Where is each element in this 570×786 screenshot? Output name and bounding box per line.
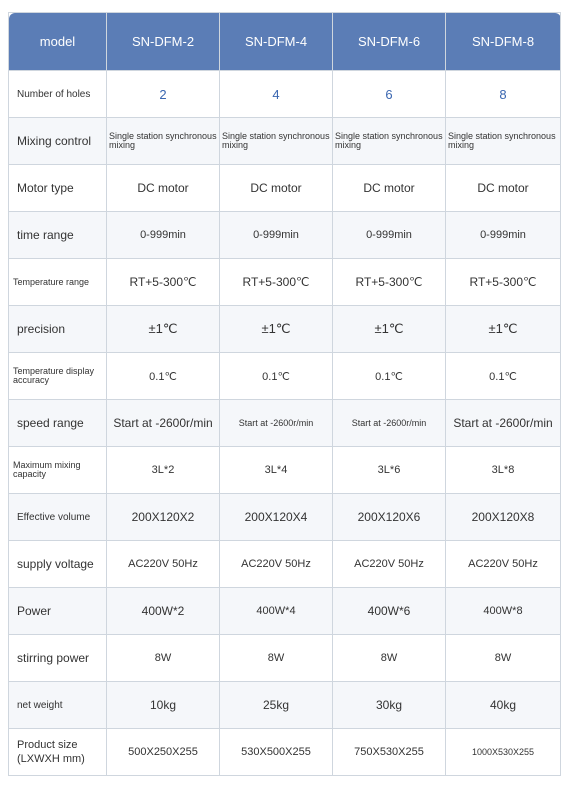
- table-cell: Start at -2600r/min: [220, 400, 333, 447]
- table-cell: 530X500X255: [220, 729, 333, 776]
- table-cell: 0-999min: [446, 212, 561, 259]
- table-cell: 8W: [333, 635, 446, 682]
- table-row: [9, 118, 561, 165]
- table-cell: RT+5-300℃: [333, 259, 446, 306]
- row-label: Maximum mixing capacity: [9, 447, 107, 494]
- row-label: speed range: [9, 400, 107, 447]
- row-label: Number of holes: [9, 71, 107, 118]
- table-cell: RT+5-300℃: [446, 259, 561, 306]
- table-cell: Start at -2600r/min: [107, 400, 220, 447]
- table-cell: 400W*2: [107, 588, 220, 635]
- table-cell: 3L*4: [220, 447, 333, 494]
- table-cell: 3L*2: [107, 447, 220, 494]
- table-cell: AC220V 50Hz: [220, 541, 333, 588]
- table-cell: 200X120X6: [333, 494, 446, 541]
- table-row: [9, 729, 561, 776]
- table-cell: 0.1℃: [333, 353, 446, 400]
- row-label: Power: [9, 588, 107, 635]
- table-cell: 40kg: [446, 682, 561, 729]
- model-header: SN-DFM-6: [333, 13, 446, 71]
- table-cell: 0.1℃: [107, 353, 220, 400]
- table-cell: 3L*8: [446, 447, 561, 494]
- spec-table: [8, 12, 561, 776]
- table-cell: 500X250X255: [107, 729, 220, 776]
- table-row: [9, 447, 561, 494]
- table-cell: 0-999min: [333, 212, 446, 259]
- row-label: Mixing control: [9, 118, 107, 165]
- table-cell: 0-999min: [220, 212, 333, 259]
- table-cell: 1000X530X255: [446, 729, 561, 776]
- table-cell: 8W: [446, 635, 561, 682]
- table-cell: 750X530X255: [333, 729, 446, 776]
- table-cell: Start at -2600r/min: [333, 400, 446, 447]
- row-label: stirring power: [9, 635, 107, 682]
- table-row: [9, 635, 561, 682]
- row-label: Product size (LXWXH mm): [9, 729, 107, 776]
- table-cell: Single station synchronous mixing: [333, 118, 446, 165]
- row-label: Temperature display accuracy: [9, 353, 107, 400]
- table-cell: 200X120X8: [446, 494, 561, 541]
- table-cell: Single station synchronous mixing: [220, 118, 333, 165]
- table-cell: 200X120X2: [107, 494, 220, 541]
- table-cell: Single station synchronous mixing: [446, 118, 561, 165]
- table-row: [9, 541, 561, 588]
- table-cell: Single station synchronous mixing: [107, 118, 220, 165]
- table-row: [9, 588, 561, 635]
- table-cell: ±1℃: [107, 306, 220, 353]
- table-cell: DC motor: [220, 165, 333, 212]
- table-cell: 10kg: [107, 682, 220, 729]
- table-row: [9, 400, 561, 447]
- table-header: [9, 13, 561, 71]
- table-cell: 8W: [107, 635, 220, 682]
- table-cell: 6: [333, 71, 446, 118]
- model-header: SN-DFM-4: [220, 13, 333, 71]
- row-label: Motor type: [9, 165, 107, 212]
- table-cell: AC220V 50Hz: [446, 541, 561, 588]
- table-cell: 0.1℃: [220, 353, 333, 400]
- table-row: [9, 306, 561, 353]
- row-label: Effective volume: [9, 494, 107, 541]
- model-header: SN-DFM-2: [107, 13, 220, 71]
- table-cell: ±1℃: [220, 306, 333, 353]
- table-cell: 30kg: [333, 682, 446, 729]
- table-cell: ±1℃: [446, 306, 561, 353]
- table-cell: 4: [220, 71, 333, 118]
- table-cell: RT+5-300℃: [220, 259, 333, 306]
- table-cell: DC motor: [333, 165, 446, 212]
- model-header: SN-DFM-8: [446, 13, 561, 71]
- row-label: net weight: [9, 682, 107, 729]
- table-cell: 8: [446, 71, 561, 118]
- row-label: Temperature range: [9, 259, 107, 306]
- table-cell: 8W: [220, 635, 333, 682]
- table-cell: 400W*8: [446, 588, 561, 635]
- table-cell: 0.1℃: [446, 353, 561, 400]
- table-cell: Start at -2600r/min: [446, 400, 561, 447]
- table-row: [9, 165, 561, 212]
- table-body: [9, 71, 561, 776]
- header-row: [9, 13, 561, 71]
- table-cell: DC motor: [446, 165, 561, 212]
- row-label: supply voltage: [9, 541, 107, 588]
- table-cell: 200X120X4: [220, 494, 333, 541]
- table-row: [9, 353, 561, 400]
- table-cell: RT+5-300℃: [107, 259, 220, 306]
- table-cell: AC220V 50Hz: [107, 541, 220, 588]
- table-row: [9, 259, 561, 306]
- row-label: time range: [9, 212, 107, 259]
- table-cell: ±1℃: [333, 306, 446, 353]
- model-label: model: [9, 13, 107, 71]
- table-row: [9, 682, 561, 729]
- table-cell: 400W*6: [333, 588, 446, 635]
- table-cell: 3L*6: [333, 447, 446, 494]
- table-row: [9, 212, 561, 259]
- table-row: [9, 71, 561, 118]
- table-cell: 2: [107, 71, 220, 118]
- table-cell: 0-999min: [107, 212, 220, 259]
- table-row: [9, 494, 561, 541]
- table-cell: AC220V 50Hz: [333, 541, 446, 588]
- table-cell: DC motor: [107, 165, 220, 212]
- table-cell: 400W*4: [220, 588, 333, 635]
- table-cell: 25kg: [220, 682, 333, 729]
- row-label: precision: [9, 306, 107, 353]
